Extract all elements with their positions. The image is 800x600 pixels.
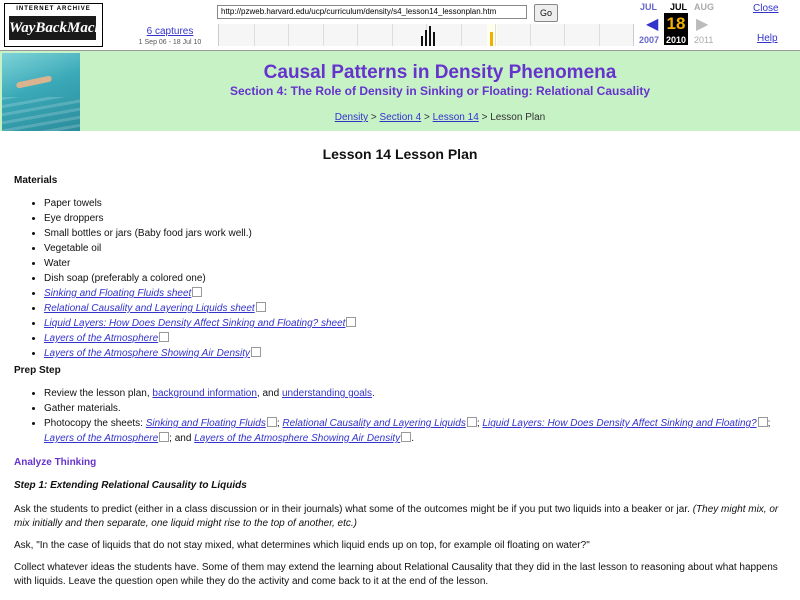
background-information-link[interactable]: background information [152,388,257,399]
new-window-icon[interactable] [192,287,202,297]
photocopy-link-4[interactable]: Layers of the Atmosphere [44,433,159,444]
photocopy-link-3[interactable]: Liquid Layers: How Does Density Affect Sinking and Floating? [482,418,757,429]
capture-bar[interactable] [433,32,435,46]
new-window-icon[interactable] [159,332,169,342]
year-divider [564,24,565,46]
understanding-goals-link[interactable]: understanding goals [281,388,373,399]
help-link[interactable]: Help [757,33,778,44]
breadcrumb-current: Lesson Plan [490,112,546,123]
breadcrumb: Density > Section 4 > Lesson 14 > Lesson Plan [334,112,546,123]
list-item: • Gather materials. [44,401,784,416]
relational-causality-sheet-link[interactable]: Relational Causality and Layering Liquids sheet [44,303,255,314]
new-window-icon[interactable] [346,317,356,327]
year-divider [323,24,324,46]
year-divider [530,24,531,46]
new-window-icon[interactable] [256,302,266,312]
year-divider [495,24,496,46]
list-item: • Photocopy the sheets: Sinking and Floating Fluids ; Relational Causality and Layering Liquids ; Liquid Layers: How Does Density Affect Sinking and Floating? ; Layers of the Atmosphere ; and Layers of the Atmosphere Showing Air Density . [44,416,784,446]
prev-capture-arrow-icon[interactable]: ◀ [646,16,659,33]
prep-heading: Prep Step [14,365,61,376]
lesson-title: Lesson 14 Lesson Plan [322,146,478,162]
capture-sparkline[interactable] [218,24,634,46]
list-item: • Vegetable oil [44,241,356,256]
liquid-layers-sheet-link[interactable]: Liquid Layers: How Does Density Affect Sinking and Floating? sheet [44,318,346,329]
list-item: • Water [44,256,356,271]
list-item: • Dish soap (preferably a colored one) [44,271,356,286]
capture-range: 1 Sep 06 - 18 Jul 10 [138,39,202,46]
page-subtitle: Section 4: The Role of Density in Sinking or Floating: Relational Causality [229,84,651,98]
captures-link[interactable]: 6 captures [146,26,194,37]
year-divider [357,24,358,46]
new-window-icon[interactable] [267,417,277,427]
current-day: 18 [664,13,688,35]
prev-month[interactable]: JUL [640,2,658,12]
list-item: • Small bottles or jars (Baby food jars work well.) [44,226,356,241]
list-item [44,316,356,331]
page-title: Causal Patterns in Density Phenomena [263,62,617,83]
materials-list [30,196,356,361]
new-window-icon[interactable] [401,432,411,442]
photocopy-link-1[interactable]: Sinking and Floating Fluids [145,418,266,429]
next-month: AUG [694,2,714,12]
prev-year[interactable]: 2007 [639,35,660,45]
paragraph-ask: Ask, "In the case of liquids that do not stay mixed, what determines which liquid ends up on top, for example oil floating on water?" [14,540,590,551]
url-input[interactable] [217,5,527,19]
breadcrumb-density[interactable]: Density [334,112,369,123]
go-button[interactable]: Go [534,4,558,22]
year-divider [288,24,289,46]
wayback-logo[interactable] [4,3,123,47]
breadcrumb-section[interactable]: Section 4 [379,112,422,123]
prep-list [30,386,784,446]
layers-atmosphere-density-link[interactable]: Layers of the Atmosphere Showing Air Density [44,348,251,359]
photocopy-link-5[interactable]: Layers of the Atmosphere Showing Air Density [194,433,401,444]
year-divider [254,24,255,46]
swimmer-photo [2,53,80,131]
paragraph-predict: Ask the students to predict (either in a class discussion or in their journals) what some of the outcomes might be if you put two liquids into a beaker or jar. (They might mix, or mix initially and then separate, one liquid might rise to the top of another, etc.) [14,504,779,529]
logo-top-text: INTERNET ARCHIVE [16,6,91,12]
close-link[interactable]: Close [753,3,779,14]
year-divider [599,24,600,46]
sinking-floating-sheet-link[interactable]: Sinking and Floating Fluids sheet [44,288,192,299]
next-year: 2011 [694,35,714,45]
analyze-heading: Analyze Thinking [14,457,97,468]
photocopy-link-2[interactable]: Relational Causality and Layering Liquids [282,418,466,429]
capture-bar[interactable] [429,26,431,46]
wayback-toolbar [0,0,800,51]
current-year: 2010 [665,35,687,45]
next-capture-arrow-icon: ▶ [696,16,709,33]
new-window-icon[interactable] [251,347,261,357]
layers-atmosphere-link[interactable]: Layers of the Atmosphere [44,333,159,344]
materials-heading: Materials [14,175,58,186]
logo-main-text: WayBackMachine [9,16,96,40]
step1-heading: Step 1: Extending Relational Causality to Liquids [14,480,247,491]
new-window-icon[interactable] [758,417,768,427]
paragraph-collect: Collect whatever ideas the students have. Some of them may extend the learning about Relational Causality that they did in the last lesson to reasoning about what happens with liquids. Leave the question open while they do the activity and come back to it at the end of the lesson. [14,562,778,587]
list-item [44,331,356,346]
list-item: • Eye droppers [44,211,356,226]
new-window-icon[interactable] [467,417,477,427]
list-item: • Paper towels [44,196,356,211]
breadcrumb-lesson[interactable]: Lesson 14 [432,112,479,123]
year-divider [392,24,393,46]
list-item [44,286,356,301]
new-window-icon[interactable] [159,432,169,442]
list-item [44,346,356,361]
year-divider [461,24,462,46]
capture-bar[interactable] [425,30,427,46]
capture-bar[interactable] [421,36,423,46]
list-item [44,301,356,316]
current-month: JUL [670,2,688,12]
list-item: • Review the lesson plan, background information, and understanding goals. [44,386,784,401]
